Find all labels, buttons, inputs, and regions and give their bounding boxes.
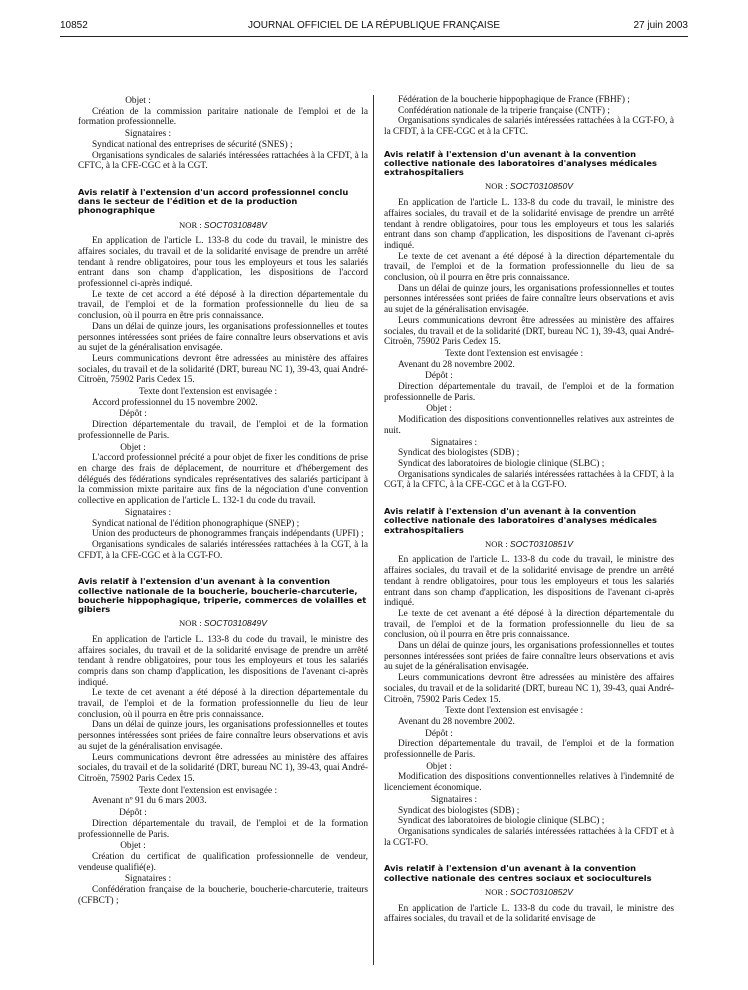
- objet-value: Création du certificat de qualification professionnelle de vendeur, vendeuse qualifié(e).: [78, 851, 368, 873]
- depot-value: Direction départementale du travail, de l'emploi et de la formation professionnelle de Paris.: [78, 420, 368, 441]
- texte-value: Avenant du 28 novembre 2002.: [398, 716, 515, 727]
- signatory: Syndicat des biologistes (SDB) ;: [398, 448, 520, 459]
- paragraph: En application de l'article L. 133-8 du code du travail, le ministre des affaires sociales, du travail et de la solidarité envisage de prendre un arrêté tendant à rendre obligatoires, pour tous les employeurs et tous les salariés entrant dans son champ d'application, les dispositions de l'avenant ci-après indiqué.: [384, 198, 674, 251]
- signatory: Confédération nationale de la triperie française (CNTF) ;: [398, 105, 610, 116]
- texte-label: Texte dont l'extension est envisagée :: [138, 387, 278, 398]
- objet-value: Modification des dispositions conventionnelles relatives à l'indemnité de licenciement économique.: [384, 772, 674, 794]
- signataires-label: Signataires :: [430, 794, 478, 805]
- nor-reference: NOR : SOCT0310848V: [179, 219, 267, 230]
- signatory: Fédération de la boucherie hippophagique de France (FBHF) ;: [398, 95, 630, 105]
- notice-boucherie: [78, 577, 368, 906]
- column-divider: [373, 95, 374, 965]
- paragraph: Leurs communications devront être adressées au ministère des affaires sociales, du travail et de la solidarité (DRT, bureau NC 1), 39-43, quai André-Citroën, 75902 Paris Cedex 15.: [78, 752, 368, 784]
- depot-value: Direction départementale du travail, de l'emploi et de la formation professionnelle de Paris.: [78, 818, 368, 840]
- signataires-label: Signataires :: [124, 129, 172, 140]
- signatory: Organisations syndicales de salariés intéressées rattachées à la CFDT et à la CGT-FO.: [384, 827, 674, 848]
- signatory: Organisations syndicales de salariés intéressées rattachées à la CGT-FO, à la CFDT, à la CFE-CGC et à la CFTC.: [384, 116, 674, 138]
- objet-label: Objet :: [125, 96, 151, 106]
- notice-title: Avis relatif à l'extension d'un accord professionnel conclu dans le secteur de l'édition et de la production phonographique: [78, 186, 349, 216]
- journal-title: JOURNAL OFFICIEL DE LA RÉPUBLIQUE FRANÇAISE: [247, 20, 501, 31]
- issue-date: 27 juin 2003: [633, 20, 688, 31]
- depot-label: Dépôt :: [425, 728, 453, 739]
- signatory: Organisations syndicales de salariés intéressées rattachées à la CGT, à la CFDT, à la CFE-CGC et à la CGT-FO.: [78, 539, 368, 561]
- depot-label: Dépôt :: [119, 808, 147, 819]
- paragraph: Leurs communications devront être adressées au ministère des affaires sociales, du travail et de la solidarité (DRT, bureau NC 1), 39-43, quai André-Citroën, 75902 Paris Cedex 15.: [384, 315, 674, 348]
- objet-label: Objet :: [426, 404, 452, 415]
- paragraph: Le texte de cet avenant a été déposé à la direction départementale du travail, de l'emploi et de la formation professionnelle du lieu de leur conclusion, où il pourra en être pris connaissance.: [78, 688, 368, 720]
- objet-label: Objet :: [120, 841, 146, 852]
- nor-reference: NOR : SOCT0310849V: [179, 618, 267, 629]
- notice-laboratoires-astreintes: [384, 150, 674, 491]
- paragraph: Le texte de cet accord a été déposé à la direction départementale du travail, de l'emploi et de la formation professionnelle du lieu de sa conclusion, où il pourra en être pris connaissance.: [78, 289, 368, 322]
- paragraph: En application de l'article L. 133-8 du code du travail, le ministre des affaires sociales, du travail et de la solidarité envisage de prendre un arrêté tendant à rendre obligatoires, pour tous les employeurs et tous les salariés entrant dans son champ d'application, les dispositions de l'accord professionnel ci-après indiqué.: [78, 236, 368, 290]
- notice-title: Avis relatif à l'extension d'un avenant à la convention collective nationale des laboratoires d'analyses médicales extrahospitaliers: [384, 148, 657, 178]
- page-number: 10852: [60, 20, 88, 31]
- signataires-label: Signataires :: [430, 437, 478, 448]
- depot-value: Direction départementale du travail, de l'emploi et de la formation professionnelle de Paris.: [384, 382, 674, 403]
- depot-label: Dépôt :: [119, 409, 147, 420]
- paragraph: Leurs communications devront être adressées au ministère des affaires sociales, du travail et de la solidarité (DRT, bureau NC 1), 39-43, quai André-Citroën, 75902 Paris Cedex 15.: [78, 353, 368, 386]
- signataires-label: Signataires :: [124, 507, 172, 518]
- signatory: Syndicat des laboratoires de biologie clinique (SLBC) ;: [398, 459, 605, 469]
- signatory: Union des producteurs de phonogrammes français indépendants (UPFI) ;: [92, 529, 364, 540]
- objet-label: Objet :: [120, 442, 146, 453]
- depot-value: Direction départementale du travail, de l'emploi et de la formation professionnelle de Paris.: [384, 739, 674, 761]
- depot-label: Dépôt :: [425, 371, 453, 382]
- signatory: Organisations syndicales de salariés intéressées rattachées à la CFDT, à la CGT, à la CFTC, à la CFE-CGC et à la CGT-FO.: [384, 469, 674, 491]
- left-column: [78, 95, 368, 906]
- texte-value: Accord professionnel du 15 novembre 2002.: [92, 397, 258, 408]
- notice-title: Avis relatif à l'extension d'un avenant à la convention collective nationale de la boucherie, boucherie-charcuterie, boucherie hippophagique, triperie, commerces de volailles et gibiers: [78, 576, 367, 614]
- notice-title: Avis relatif à l'extension d'un avenant à la convention collective nationale des laboratoires d'analyses médicales extrahospitaliers: [384, 506, 657, 535]
- paragraph: Dans un délai de quinze jours, les organisations professionnelles et toutes personnes intéressées sont priées de faire connaître leurs observations et avis au sujet de la généralisation envisagée.: [384, 283, 674, 316]
- texte-label: Texte dont l'extension est envisagée :: [444, 348, 584, 359]
- notice-centres-sociaux: [384, 864, 674, 925]
- header-rule: [60, 36, 688, 37]
- signataires-label: Signataires :: [124, 874, 172, 885]
- paragraph: Le texte de cet avenant a été déposé à la direction départementale du travail, de l'emploi et de la formation professionnelle du lieu de sa conclusion, où il pourra en être pris connaissance.: [384, 608, 674, 641]
- signatory: Syndicat des laboratoires de biologie clinique (SLBC) ;: [398, 816, 605, 827]
- signatory: Syndicat national de l'édition phonographique (SNEP) ;: [92, 518, 300, 529]
- signatory: Confédération française de la boucherie, boucherie-charcuterie, traiteurs (CFBCT) ;: [78, 885, 368, 906]
- texte-value: Avenant du 28 novembre 2002.: [398, 359, 515, 370]
- paragraph: En application de l'article L. 133-8 du code du travail, le ministre des affaires sociales, du travail et de la solidarité envisage de prendre un arrêté tendant à rendre obligatoires, pour tous les employeurs et tous les salariés entrant dans son champ d'application, les dispositions de l'avenant ci-après indiqué.: [384, 555, 674, 609]
- nor-reference: NOR : SOCT0310852V: [485, 886, 573, 897]
- paragraph: En application de l'article L. 133-8 du code du travail, le ministre des affaires sociales, du travail et de la solidarité envisage de prendre un arrêté tendant à rendre obligatoires, pour tous les employeurs et tous les salariés compris dans son champ d'application, les dispositions de l'avenant ci-après indiqué.: [78, 634, 368, 688]
- paragraph: Dans un délai de quinze jours, les organisations professionnelles et toutes personnes intéressées sont priées de faire connaître leurs observations et avis au sujet de la généralisation envisagée.: [78, 720, 368, 752]
- signatory: Organisations syndicales de salariés intéressées rattachées à la CFDT, à la CFTC, à la CFE-CGC et à la CGT.: [78, 150, 368, 172]
- objet-value: Modification des dispositions conventionnelles relatives aux astreintes de nuit.: [384, 415, 674, 436]
- paragraph: Dans un délai de quinze jours, les organisations professionnelles et toutes personnes intéressées sont priées de faire connaître leurs observations et avis au sujet de la généralisation envisagée.: [78, 321, 368, 354]
- signatory: Syndicat des biologistes (SDB) ;: [398, 805, 520, 816]
- notice-title: Avis relatif à l'extension d'un avenant à la convention collective nationale des centres sociaux et socioculturels: [384, 863, 652, 883]
- nor-reference: NOR : SOCT0310851V: [485, 538, 573, 549]
- page-header: [60, 20, 688, 36]
- objet-label: Objet :: [426, 761, 452, 772]
- paragraph: En application de l'article L. 133-8 du code du travail, le ministre des affaires sociales, du travail et de la solidarité envisage de: [384, 903, 674, 925]
- objet-text: Création de la commission paritaire nationale de l'emploi et de la formation professionnelle.: [78, 106, 368, 128]
- notice-laboratoires-licenciement: [384, 507, 674, 848]
- nor-reference: NOR : SOCT0310850V: [485, 181, 573, 192]
- texte-label: Texte dont l'extension est envisagée :: [138, 785, 278, 796]
- right-column: [384, 95, 674, 925]
- paragraph: Dans un délai de quinze jours, les organisations professionnelles et toutes personnes intéressées sont priées de faire connaître leurs observations et avis au sujet de la généralisation envisagée.: [384, 641, 674, 673]
- paragraph: Le texte de cet avenant a été déposé à la direction départementale du travail, de l'emploi et de la formation professionnelle du lieu de sa conclusion, où il pourra en être pris connaissance.: [384, 251, 674, 284]
- texte-label: Texte dont l'extension est envisagée :: [444, 706, 584, 717]
- signatory: Syndicat national des entreprises de sécurité (SNES) ;: [92, 139, 293, 150]
- objet-value: L'accord professionnel précité a pour objet de fixer les conditions de prise en charge des frais de déplacement, de nourriture et d'hébergement des délégués des fédérations syndicales représentatives des salariés participant à la commission mixte paritaire aux fins de la négociation d'une convention collective en application de l'article L. 132-1 du code du travail.: [78, 453, 368, 507]
- paragraph: Leurs communications devront être adressées au ministère des affaires sociales, du travail et de la solidarité (DRT, bureau NC 1), 39-43, quai André-Citroën, 75902 Paris Cedex 15.: [384, 673, 674, 705]
- texte-value: Avenant nº 91 du 6 mars 2003.: [92, 796, 207, 807]
